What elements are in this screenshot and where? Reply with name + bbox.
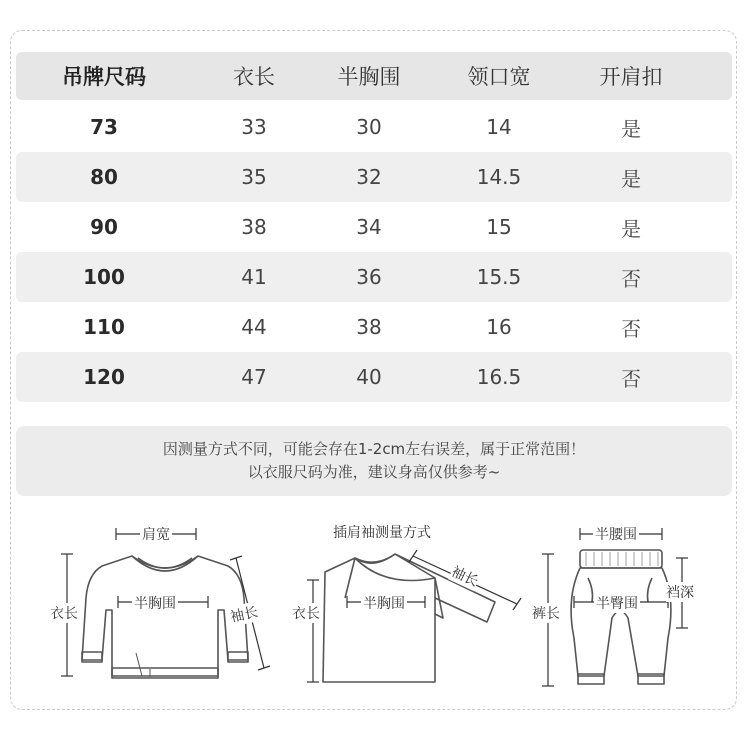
cell-shoulder-button: 是 bbox=[621, 216, 641, 241]
raglan-diagram bbox=[285, 518, 535, 698]
label-half-waist: 半腰围 bbox=[593, 524, 639, 544]
cell-neck: 14.5 bbox=[476, 165, 522, 189]
cell-size: 100 bbox=[83, 265, 125, 289]
cell-chest: 30 bbox=[356, 115, 382, 139]
cell-size: 90 bbox=[90, 215, 118, 239]
cell-neck: 15.5 bbox=[476, 265, 522, 289]
measurement-note bbox=[16, 426, 732, 496]
cell-neck: 15 bbox=[486, 215, 512, 239]
cell-neck: 14 bbox=[486, 115, 512, 139]
cell-size: 73 bbox=[90, 115, 118, 139]
label-sleeve-length: 袖长 bbox=[228, 601, 260, 626]
cell-shoulder-button: 否 bbox=[621, 316, 641, 341]
label-sleeve-length: 袖长 bbox=[448, 561, 482, 591]
header-shoulder-button: 开肩扣 bbox=[599, 65, 663, 89]
label-half-hip: 半臀围 bbox=[594, 593, 640, 613]
label-rise: 裆深 bbox=[666, 582, 694, 602]
label-body-length: 衣长 bbox=[50, 603, 78, 623]
cell-size: 80 bbox=[90, 165, 118, 189]
table-row bbox=[16, 202, 732, 252]
label-shoulder-width: 肩宽 bbox=[140, 524, 172, 544]
table-row bbox=[16, 352, 732, 402]
label-pants-length: 裤长 bbox=[532, 603, 560, 623]
table-row bbox=[16, 302, 732, 352]
label-body-length: 衣长 bbox=[292, 603, 320, 623]
cell-shoulder-button: 是 bbox=[621, 116, 641, 141]
cell-neck: 16.5 bbox=[476, 365, 522, 389]
pants-diagram bbox=[528, 518, 733, 698]
cell-chest: 38 bbox=[356, 315, 382, 339]
header-length: 衣长 bbox=[233, 65, 275, 89]
cell-chest: 32 bbox=[356, 165, 382, 189]
label-raglan-title: 插肩袖测量方式 bbox=[333, 525, 431, 541]
note-line-1: 因测量方式不同，可能会存在1-2cm左右误差，属于正常范围！ bbox=[162, 440, 586, 458]
cell-size: 120 bbox=[83, 365, 125, 389]
cell-size: 110 bbox=[83, 315, 125, 339]
table-header bbox=[16, 52, 732, 100]
cell-length: 38 bbox=[241, 215, 267, 239]
table-row bbox=[16, 102, 732, 152]
table-row bbox=[16, 152, 732, 202]
cell-chest: 34 bbox=[356, 215, 382, 239]
header-neck: 领口宽 bbox=[467, 65, 531, 89]
cell-chest: 36 bbox=[356, 265, 382, 289]
cell-length: 33 bbox=[241, 115, 267, 139]
cell-neck: 16 bbox=[486, 315, 512, 339]
header-chest: 半胸围 bbox=[337, 65, 401, 89]
cell-length: 41 bbox=[241, 265, 267, 289]
cell-length: 35 bbox=[241, 165, 267, 189]
cell-shoulder-button: 否 bbox=[621, 266, 641, 291]
label-half-chest: 半胸围 bbox=[361, 593, 407, 613]
table-row bbox=[16, 252, 732, 302]
label-half-chest: 半胸围 bbox=[132, 593, 178, 613]
cell-chest: 40 bbox=[356, 365, 382, 389]
raglan-shirt-icon bbox=[285, 518, 535, 698]
cell-shoulder-button: 是 bbox=[621, 166, 641, 191]
cell-length: 44 bbox=[241, 315, 267, 339]
header-size: 吊牌尺码 bbox=[62, 65, 146, 89]
sweater-diagram bbox=[40, 518, 270, 698]
cell-shoulder-button: 否 bbox=[621, 366, 641, 391]
cell-length: 47 bbox=[241, 365, 267, 389]
note-line-2: 以衣服尺码为准，建议身高仅供参考~ bbox=[247, 463, 501, 481]
